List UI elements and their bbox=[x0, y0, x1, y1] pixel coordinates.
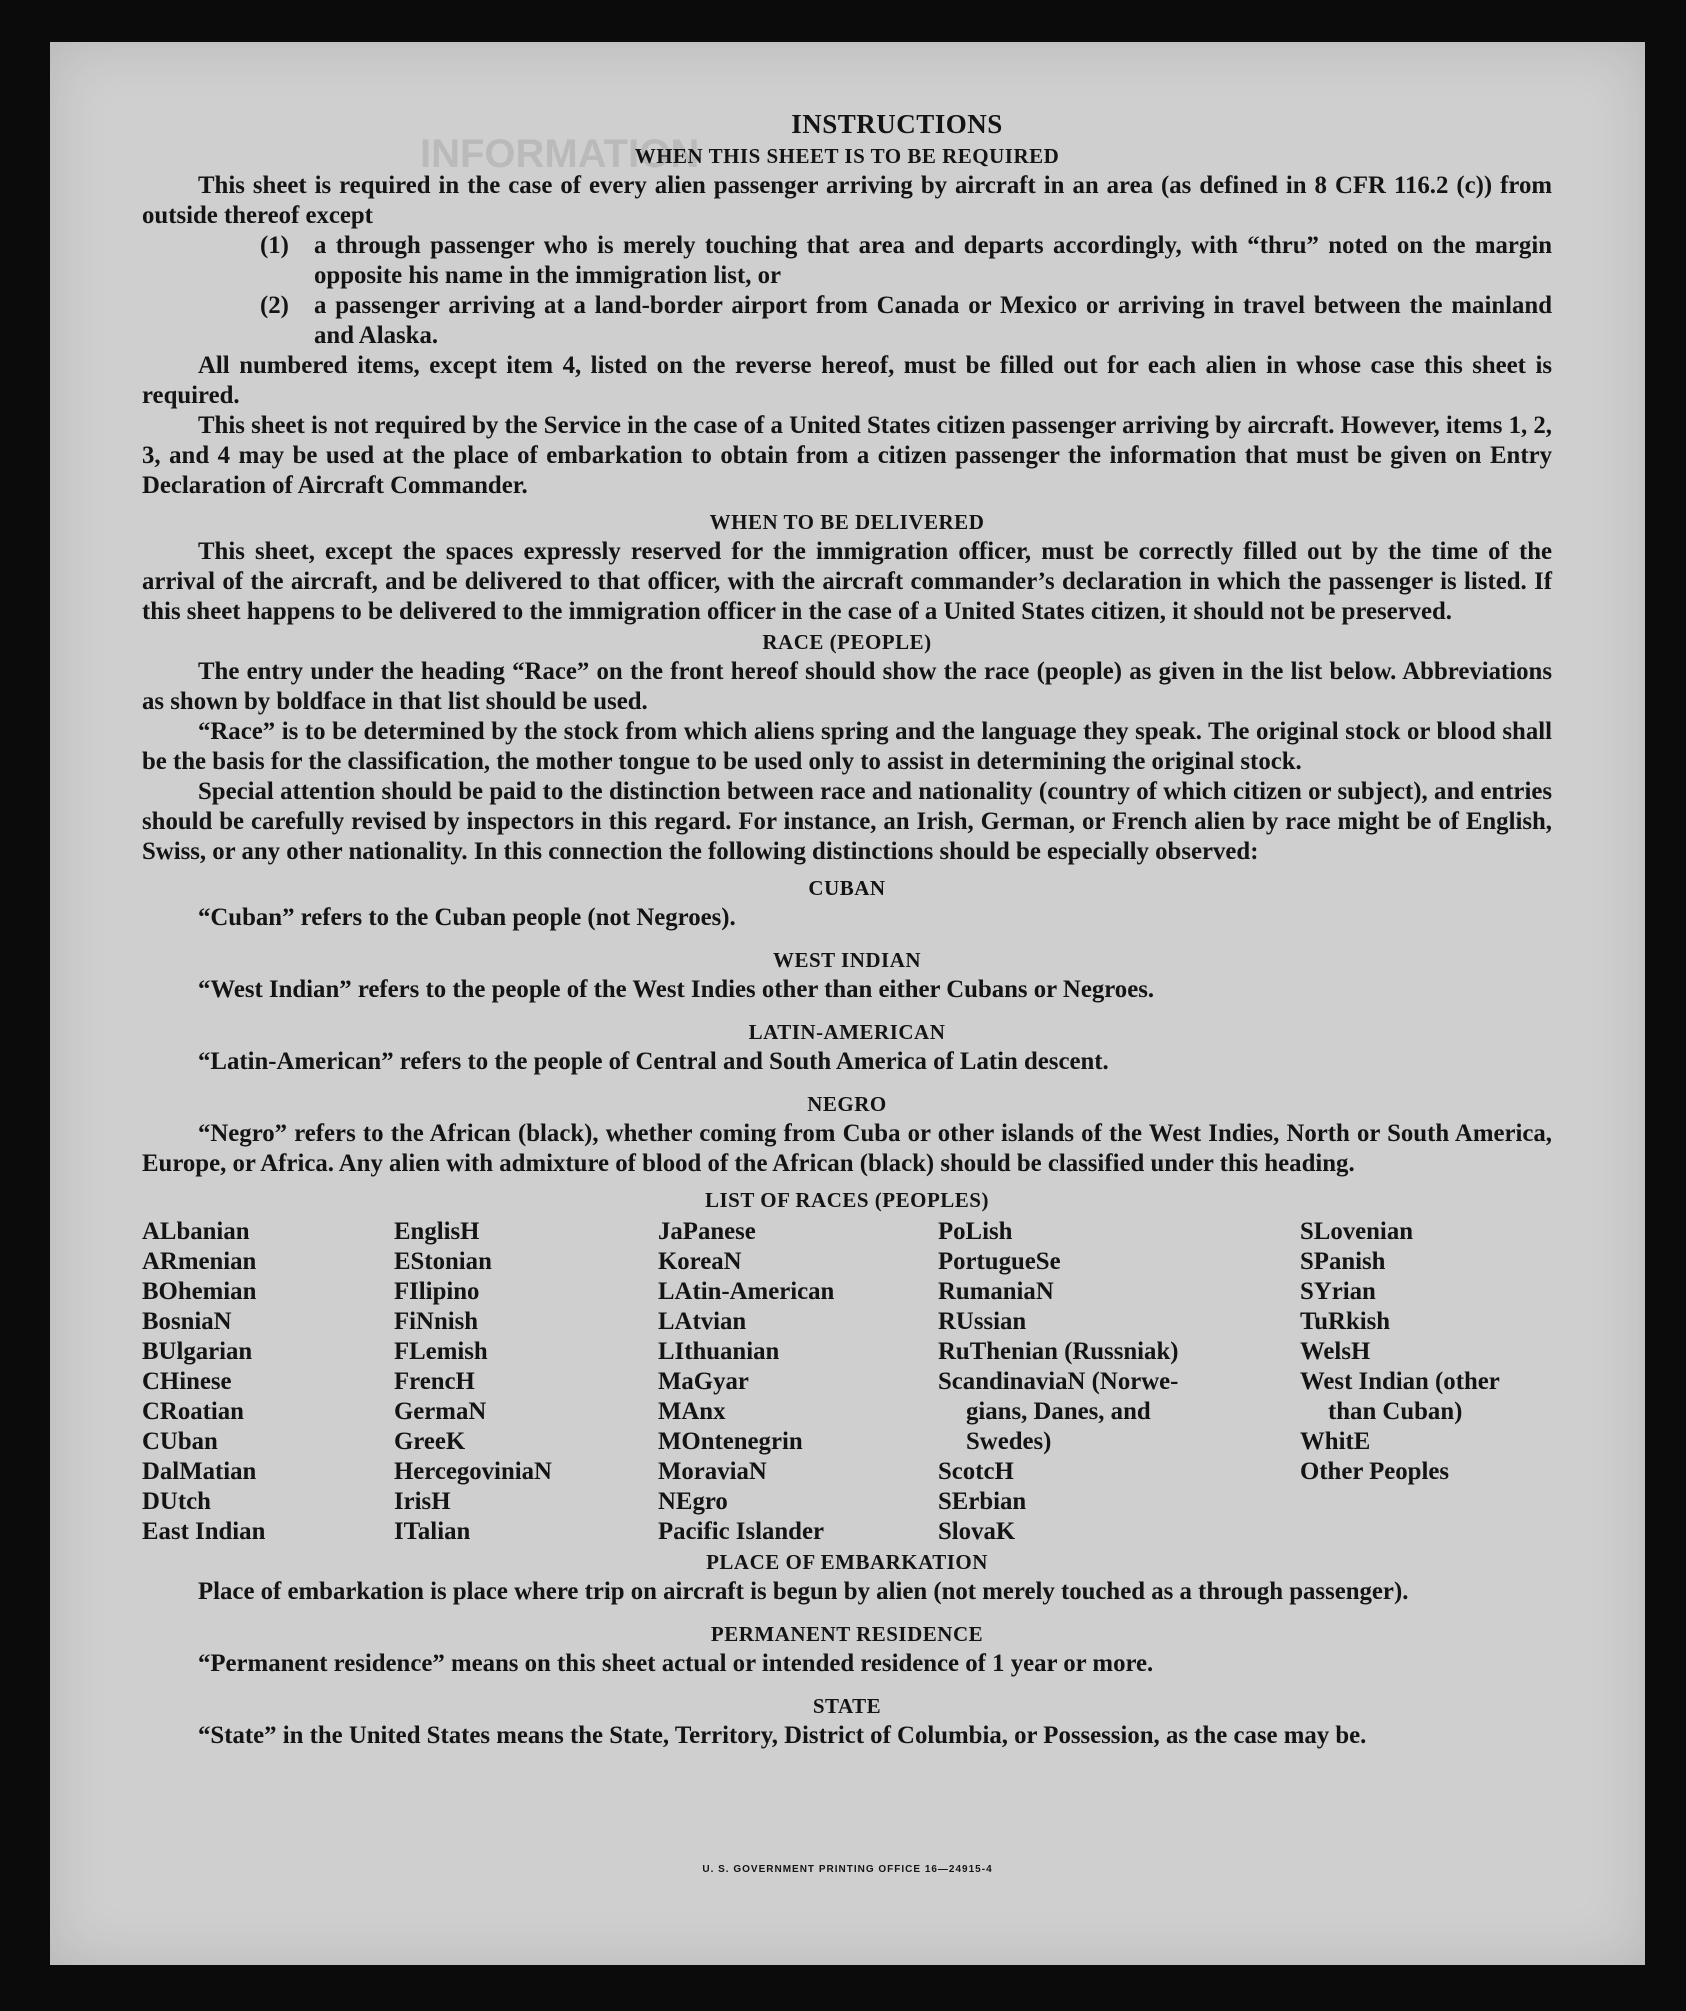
races-column-5 bbox=[1300, 1217, 1552, 1547]
exception-item-1-number: (1) bbox=[260, 232, 289, 259]
race-item: WelsH bbox=[1300, 1338, 1371, 1365]
race-item: GermaN bbox=[394, 1398, 487, 1425]
instructions-content bbox=[142, 107, 1552, 1751]
race-item: HercegoviniaN bbox=[394, 1458, 552, 1485]
race-item: RuThenian (Russniak) bbox=[938, 1338, 1179, 1365]
race-item: PoLish bbox=[938, 1218, 1013, 1245]
race-item: SPanish bbox=[1300, 1248, 1386, 1275]
race-item: MAnx bbox=[658, 1398, 726, 1425]
races-column-4 bbox=[938, 1217, 1300, 1547]
race-item: LAtvian bbox=[658, 1308, 747, 1335]
race-item: PortugueSe bbox=[938, 1248, 1061, 1275]
race-item: KoreaN bbox=[658, 1248, 742, 1275]
race-paragraph-3: Special attention should be paid to the distinction between race and nationality (country of which citizen or subject), and entries should be carefully revised by inspectors in this regard. For instance, an Irish, German, or French alien by race might be of English, Swiss, or any other nationality. In this connection the following distinctions should be especially observed: bbox=[142, 778, 1552, 865]
race-item-continuation: than Cuban) bbox=[1328, 1398, 1463, 1425]
race-item: LAtin-American bbox=[658, 1278, 835, 1305]
race-paragraph-1: The entry under the heading “Race” on the front hereof should show the race (people) as given in the list below. Abbreviations as shown by boldface in that list should be used. bbox=[142, 658, 1552, 715]
bleed-through-text: INFORMATION bbox=[420, 132, 700, 176]
printing-office-imprint: U. S. GOVERNMENT PRINTING OFFICE 16—24915-4 bbox=[702, 1864, 993, 1875]
race-item: FIlipino bbox=[394, 1278, 480, 1305]
race-item: BOhemian bbox=[142, 1278, 257, 1305]
race-item: DalMatian bbox=[142, 1458, 257, 1485]
race-item: ARmenian bbox=[142, 1248, 257, 1275]
heading-latin-american: LATIN-AMERICAN bbox=[748, 1020, 946, 1044]
races-list bbox=[142, 1217, 1552, 1547]
race-item: ALbanian bbox=[142, 1218, 250, 1245]
race-item: MaGyar bbox=[658, 1368, 749, 1395]
race-item: BosniaN bbox=[142, 1308, 232, 1335]
heading-when-delivered: WHEN TO BE DELIVERED bbox=[709, 510, 985, 534]
race-item: SLovenian bbox=[1300, 1218, 1414, 1245]
races-column-1 bbox=[142, 1217, 394, 1547]
negro-text: “Negro” refers to the African (black), whether coming from Cuba or other islands of the West Indies, North or South America, Europe, or Africa. Any alien with admixture of blood of the African (black) should be classified under this heading. bbox=[142, 1120, 1552, 1177]
heading-when-required: WHEN THIS SHEET IS TO BE REQUIRED bbox=[634, 144, 1060, 168]
west-indian-text: “West Indian” refers to the people of the West Indies other than either Cubans or Negroes. bbox=[198, 976, 1155, 1003]
race-item: FrencH bbox=[394, 1368, 475, 1395]
races-column-2 bbox=[394, 1217, 658, 1547]
race-item: SErbian bbox=[938, 1488, 1027, 1515]
race-item: GreeK bbox=[394, 1428, 466, 1455]
heading-race: RACE (PEOPLE) bbox=[762, 630, 932, 654]
exception-item-1-text: a through passenger who is merely touching that area and departs accordingly, with “thru” noted on the margin opposite his name in the immigration list, or bbox=[314, 232, 1552, 289]
exception-item-2-number: (2) bbox=[260, 292, 289, 319]
race-item: ITalian bbox=[394, 1518, 471, 1545]
when-required-intro: This sheet is required in the case of every alien passenger arriving by aircraft in an area (as defined in 8 CFR 116.2 (c)) from outside thereof except bbox=[142, 172, 1552, 229]
residence-text: “Permanent residence” means on this sheet actual or intended residence of 1 year or more. bbox=[198, 1650, 1154, 1677]
exception-item-2 bbox=[260, 291, 1552, 351]
races-column-3 bbox=[658, 1217, 938, 1547]
page-title: INSTRUCTIONS bbox=[791, 109, 1003, 139]
heading-place-of-embarkation: PLACE OF EMBARKATION bbox=[706, 1550, 988, 1574]
heading-negro: NEGRO bbox=[807, 1092, 887, 1116]
race-item: LIthuanian bbox=[658, 1338, 780, 1365]
race-item: MOntenegrin bbox=[658, 1428, 803, 1455]
heading-permanent-residence: PERMANENT RESIDENCE bbox=[710, 1622, 984, 1646]
race-item: CRoatian bbox=[142, 1398, 244, 1425]
state-text: “State” in the United States means the State, Territory, District of Columbia, or Possession, as the case may be. bbox=[198, 1722, 1367, 1749]
race-item: EnglisH bbox=[394, 1218, 480, 1245]
race-item: TuRkish bbox=[1300, 1308, 1391, 1335]
race-item: NEgro bbox=[658, 1488, 728, 1515]
race-item: WhitE bbox=[1300, 1428, 1371, 1455]
race-item: IrisH bbox=[394, 1488, 451, 1515]
race-item: Pacific Islander bbox=[658, 1518, 824, 1545]
race-item-continuation: gians, Danes, and bbox=[966, 1398, 1151, 1425]
race-item: CUban bbox=[142, 1428, 218, 1455]
numbered-items-paragraph: All numbered items, except item 4, listed on the reverse hereof, must be filled out for each alien in whose case this sheet is required. bbox=[142, 352, 1552, 409]
race-item: MoraviaN bbox=[658, 1458, 767, 1485]
race-item: FiNnish bbox=[394, 1308, 479, 1335]
race-item: RumaniaN bbox=[938, 1278, 1054, 1305]
embarkation-text: Place of embarkation is place where trip on aircraft is begun by alien (not merely touched as a through passenger). bbox=[198, 1578, 1409, 1605]
heading-west-indian: WEST INDIAN bbox=[772, 948, 922, 972]
race-item: FLemish bbox=[394, 1338, 488, 1365]
exception-item-2-text: a passenger arriving at a land-border airport from Canada or Mexico or arriving in travel between the mainland and Alaska. bbox=[314, 292, 1552, 349]
race-item-continuation: Swedes) bbox=[966, 1428, 1052, 1455]
race-item: West Indian (other bbox=[1300, 1368, 1500, 1395]
when-delivered-text: This sheet, except the spaces expressly reserved for the immigration officer, must be correctly filled out by the time of the arrival of the aircraft, and be delivered to that officer, with the aircraft commander’s declaration in which the passenger is listed. If this sheet happens to be delivered to the immigration officer in the case of a United States citizen, it should not be preserved. bbox=[142, 538, 1552, 625]
heading-list-of-races: LIST OF RACES (PEOPLES) bbox=[705, 1188, 989, 1212]
exception-item-1 bbox=[260, 231, 1552, 291]
citizen-paragraph: This sheet is not required by the Service in the case of a United States citizen passenger arriving by aircraft. However, items 1, 2, 3, and 4 may be used at the place of embarkation to obtain from a citizen passenger the information that must be given on Entry Declaration of Aircraft Commander. bbox=[142, 412, 1552, 499]
race-item: RUssian bbox=[938, 1308, 1027, 1335]
race-item: Other Peoples bbox=[1300, 1458, 1449, 1485]
heading-cuban: CUBAN bbox=[808, 876, 886, 900]
race-item: EStonian bbox=[394, 1248, 492, 1275]
cuban-text: “Cuban” refers to the Cuban people (not Negroes). bbox=[198, 904, 736, 931]
race-item: East Indian bbox=[142, 1518, 266, 1545]
race-item: BUlgarian bbox=[142, 1338, 253, 1365]
document-page bbox=[50, 42, 1645, 1965]
race-paragraph-2: “Race” is to be determined by the stock from which aliens spring and the language they speak. The original stock or blood shall be the basis for the classification, the mother tongue to be used only to assist in determining the original stock. bbox=[142, 718, 1552, 775]
race-item: SYrian bbox=[1300, 1278, 1376, 1305]
race-item: ScotcH bbox=[938, 1458, 1014, 1485]
heading-state: STATE bbox=[812, 1694, 882, 1718]
race-item: JaPanese bbox=[658, 1218, 756, 1245]
race-item: ScandinaviaN (Norwe- bbox=[938, 1368, 1179, 1395]
latin-american-text: “Latin-American” refers to the people of Central and South America of Latin descent. bbox=[198, 1048, 1109, 1075]
race-item: SlovaK bbox=[938, 1518, 1016, 1545]
race-item: DUtch bbox=[142, 1488, 211, 1515]
race-item: CHinese bbox=[142, 1368, 232, 1395]
